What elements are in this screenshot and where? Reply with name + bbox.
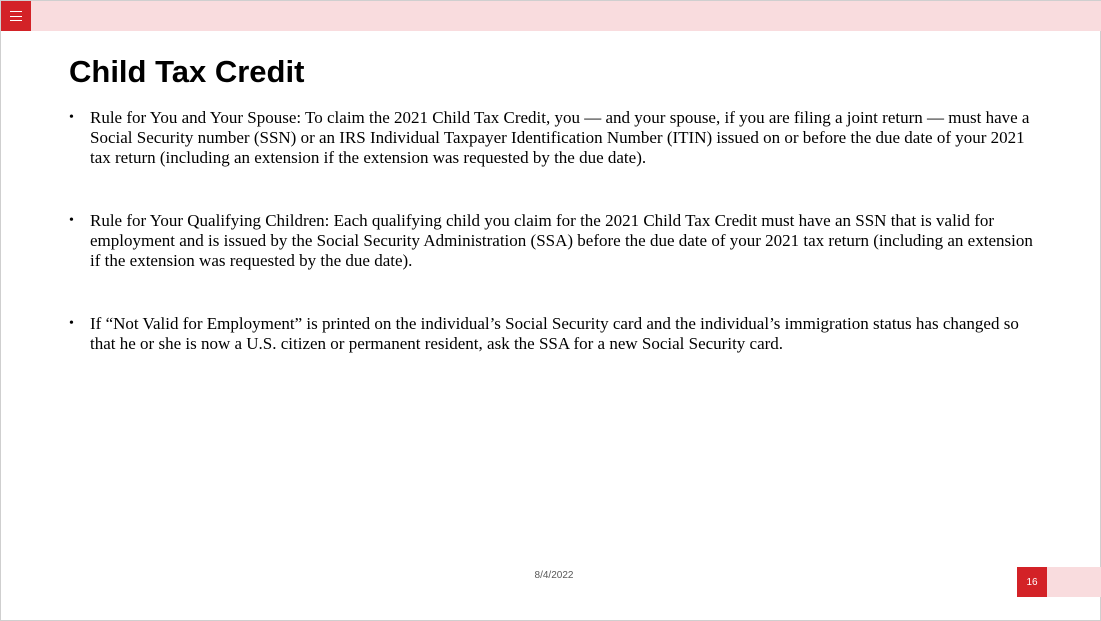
slide-date: 8/4/2022 [534,570,574,581]
menu-button[interactable] [1,1,31,31]
top-band [1,1,1101,31]
bullet-item-children-rule: • Rule for Your Qualifying Children: Each qualifying child you claim for the 2021 Child Tax Credit must have an SSN that is valid for employment and is issued by the Social Security Administration (SSA) before the due date of your 2021 tax return (including an extension if the extension was requested by the due date). [69,211,1044,271]
hamburger-menu-icon [10,11,22,21]
bullet-item-card-update: • If “Not Valid for Employment” is printed on the individual’s Social Security card and the individual’s immigration status has changed so that he or she is now a U.S. citizen or permanent resident, ask the SSA for a new Social Security card. [69,314,1044,354]
bullet-item-spouse-rule: • Rule for You and Your Spouse: To claim the 2021 Child Tax Credit, you — and your spouse, if you are filing a joint return — must have a Social Security number (SSN) or an IRS Individual Taxpayer Identification Number (ITIN) issued on or before the due date of your 2021 tax return (including an extension if the extension was requested by the due date). [69,108,1044,168]
slide-title: Child Tax Credit [69,54,305,89]
bullet-list [69,108,1044,397]
page-number: 16 [1017,567,1047,597]
